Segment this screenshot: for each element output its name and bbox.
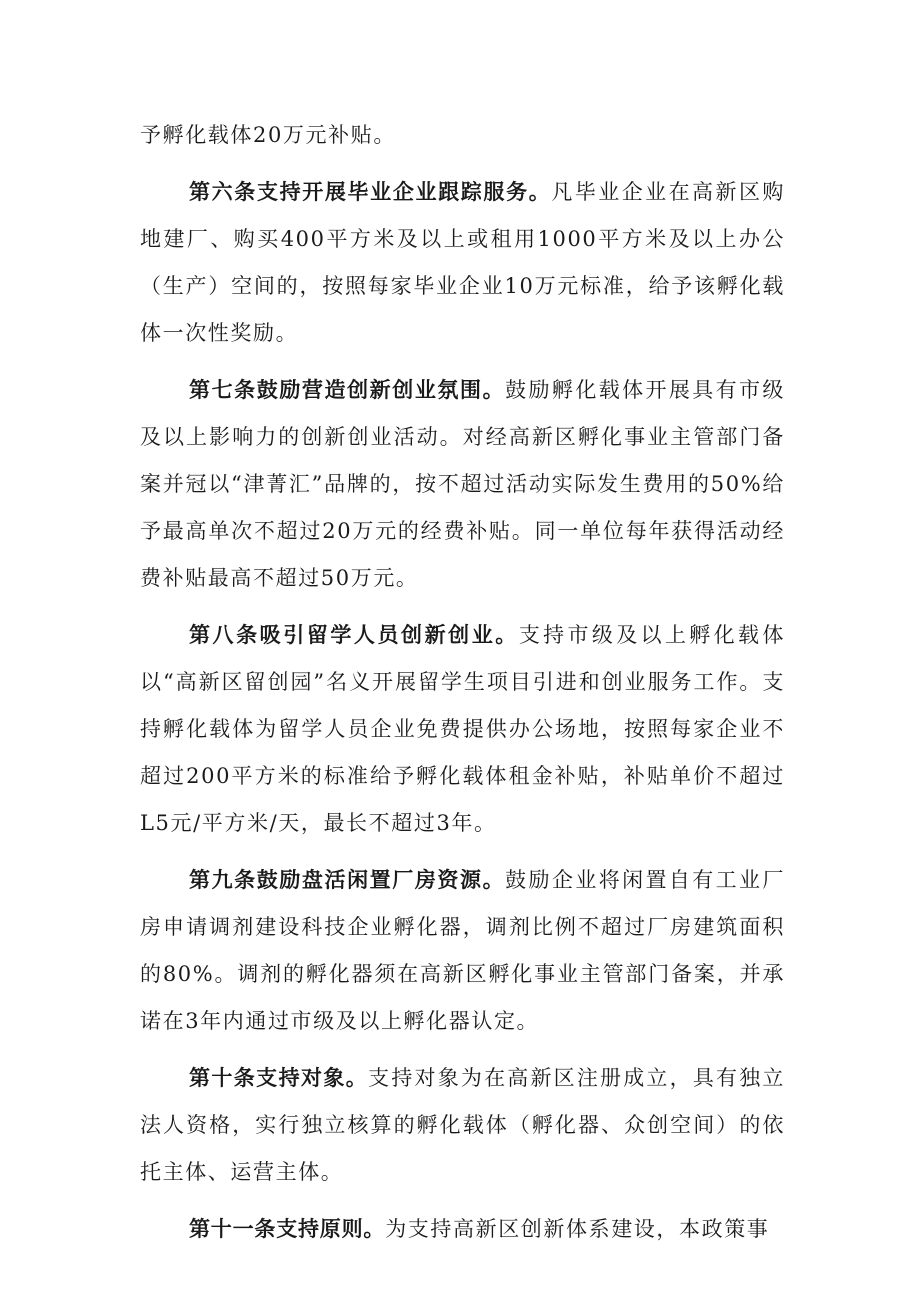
article-heading: 第七条鼓励营造创新创业氛围。 [189,378,506,402]
paragraph-body: 凡毕业企业在高新区购地建厂、购买400平方米及以上或租用1000平方米及以上办公（生产）空间的，按照每家毕业企业10万元标准，给予该孵化载体一次性奖励。 [140,180,785,345]
paragraph-body: 支持对象为在高新区注册成立，具有独立法人资格，实行独立核算的孵化载体（孵化器、众创空间）的依托主体、运营主体。 [140,1066,785,1184]
paragraph-body: 支持市级及以上孵化载体以“高新区留创园”名义开展留学生项目引进和创业服务工作。支持孵化载体为留学人员企业免费提供办公场地，按照每家企业不超过200平方米的标准给予孵化载体租金补贴，补贴单价不超过L5元/平方米/天，最长不超过3年。 [140,623,785,835]
paragraph-body: 鼓励企业将闲置自有工业厂房申请调剂建设科技企业孵化器，调剂比例不超过厂房建筑面积的80%。调剂的孵化器须在高新区孵化事业主管部门备案，并承诺在3年内通过市级及以上孵化器认定。 [140,868,785,1033]
article-9-paragraph [140,857,785,1045]
document-body [140,112,785,1263]
article-8-paragraph [140,612,785,847]
article-heading: 第十条支持对象。 [189,1066,369,1090]
article-10-paragraph [140,1055,785,1196]
paragraph-body: 予孵化载体20万元补贴。 [140,123,396,147]
article-11-paragraph [140,1206,785,1253]
paragraph-body: 鼓励孵化载体开展具有市级及以上影响力的创新创业活动。对经高新区孵化事业主管部门备案并冠以“津菁汇”品牌的，按不超过活动实际发生费用的50%给予最高单次不超过20万元的经费补贴。同一单位每年获得活动经费补贴最高不超过50万元。 [140,378,785,590]
article-6-paragraph [140,169,785,357]
paragraph-body: 为支持高新区创新体系建设，本政策事 [385,1217,770,1241]
article-heading: 第十一条支持原则。 [189,1217,386,1241]
article-heading: 第八条吸引留学人员创新创业。 [189,623,519,647]
article-heading: 第九条鼓励盘活闲置厂房资源。 [189,868,506,892]
article-7-paragraph [140,367,785,602]
paragraph-continuation [140,112,785,159]
article-heading: 第六条支持开展毕业企业跟踪服务。 [189,180,552,204]
